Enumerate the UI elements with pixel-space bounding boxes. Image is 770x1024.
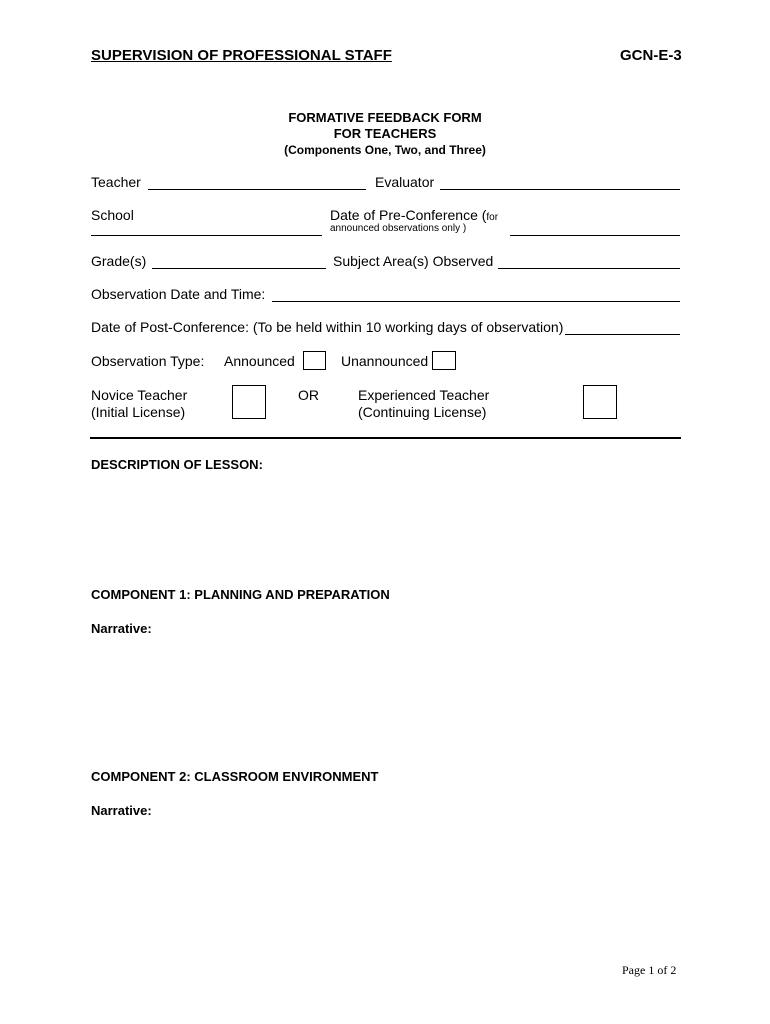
grades-label: Grade(s) [91,253,147,269]
school-input-line[interactable] [91,235,322,236]
postconference-input-line[interactable] [565,334,680,335]
evaluator-label: Evaluator [375,174,435,190]
announced-checkbox[interactable] [303,351,326,370]
page-number: Page 1 of 2 [622,963,677,977]
form-title-line1: FORMATIVE FEEDBACK FORM [288,110,482,125]
subject-input-line[interactable] [498,268,680,269]
form-subtitle: (Components One, Two, and Three) [284,143,486,157]
or-label: OR [298,387,319,403]
novice-teacher-label: Novice Teacher [91,387,188,403]
experienced-teacher-checkbox[interactable] [583,385,617,419]
evaluator-input-line[interactable] [440,189,680,190]
experienced-teacher-label: Experienced Teacher [358,387,490,403]
preconference-note: announced observations only ) [330,223,467,234]
novice-teacher-checkbox[interactable] [232,385,266,419]
unannounced-checkbox[interactable] [432,351,456,370]
announced-label: Announced [224,353,295,369]
initial-license-label: (Initial License) [91,404,186,420]
component1-narrative-label: Narrative: [91,621,152,636]
form-title-line2: FOR TEACHERS [333,126,437,141]
component1-heading: COMPONENT 1: PLANNING AND PREPARATION [91,587,390,602]
subject-label: Subject Area(s) Observed [333,253,494,269]
observation-type-label: Observation Type: [91,353,205,369]
component2-narrative-label: Narrative: [91,803,152,818]
form-code: GCN-E-3 [620,47,682,64]
preconference-label: Date of Pre-Conference (for [330,207,499,223]
unannounced-label: Unannounced [341,353,429,369]
grades-input-line[interactable] [152,268,326,269]
description-heading: DESCRIPTION OF LESSON: [91,457,263,472]
document-title: SUPERVISION OF PROFESSIONAL STAFF [91,47,392,64]
continuing-license-label: (Continuing License) [358,404,487,420]
section-divider [90,437,681,439]
observation-date-input-line[interactable] [272,301,680,302]
component2-heading: COMPONENT 2: CLASSROOM ENVIRONMENT [91,769,379,784]
preconference-input-line[interactable] [510,235,680,236]
school-label: School [91,207,134,223]
teacher-label: Teacher [91,174,141,190]
observation-date-label: Observation Date and Time: [91,286,266,302]
teacher-input-line[interactable] [148,189,366,190]
postconference-label: Date of Post-Conference: (To be held within 10 working days of observation) [91,319,564,335]
